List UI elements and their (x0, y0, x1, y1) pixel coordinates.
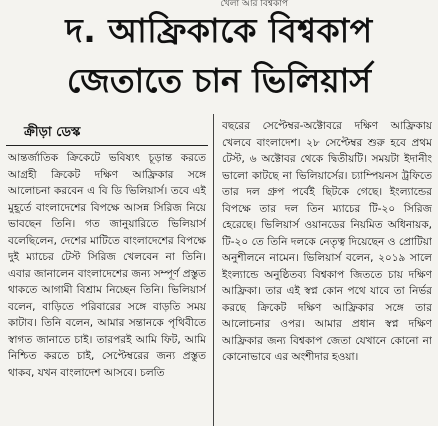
top-strip: খেলা আর বিশ্বকাপ (220, 0, 288, 8)
headline (0, 6, 438, 110)
byline: ক্রীড়া ডেস্ক (24, 125, 81, 140)
article-right-column (222, 118, 432, 424)
column-divider (213, 114, 214, 426)
headline-line-2: জেতাতে চান ভিলিয়ার্স (66, 61, 372, 100)
byline-rule (6, 145, 208, 146)
article-text-left: আন্তর্জাতিক ক্রিকেটে ভবিষ্যৎ চূড়ান্ত করতে আগ্রহী ক্রিকেট দক্ষিণ আফ্রিকার সঙ্গে আলোচনা করবেন এ বি ডি ভিলিয়ার্স। তবে এই মুহূর্তে বাংলাদেশের বিপক্ষে আসন্ন সিরিজ নিয়ে ভাবছেন তিনি। গত জানুয়ারিতে ভিলিয়ার্স বলেছিলেন, দেশের মাটিতে বাংলাদেশের বিপক্ষে দুই ম্যাচের টেস্ট সিরিজ খেলবেন না তিনি। এবার জানালেন বাংলাদেশের জন্য সম্পূর্ণ প্রস্তুত থাকতে আগামী বিশ্রাম নিচ্ছেন তিনি। ভিলিয়ার্স বলেন, বাড়িতে পরিবারের সঙ্গে বাড়তি সময় কাটাব। তিনি বলেন, আমার সন্তানকে পৃথিবীতে স্বাগত জানাতে চাই। তারপরই আমি ফিট, আমি নিশ্চিত করতে চাই, সেপ্টেম্বরের জন্য প্রস্তুত থাকব, যখন বাংলাদেশ আসবে। চলতি (8, 152, 206, 379)
headline-line-1: দ. আফ্রিকাকে বিশ্বকাপ (65, 11, 373, 50)
article-text-right: বছরের সেপ্টেম্বর-অক্টোবরে দক্ষিণ আফ্রিকায় খেলবে বাংলাদেশ। ২৮ সেপ্টেম্বর শুরু হবে প্রথম টেস্ট, ৬ অক্টোবর থেকে দ্বিতীয়টি। সময়টা ইদানীং ভালো কাটছে না ভিলিয়ার্সের। চ্যাম্পিয়নস ট্রফিতে তার দল গ্রুপ পর্বেই ছিটকে গেছে। ইংল্যান্ডের বিপক্ষে তার দল তিন ম্যাচের টি-২০ সিরিজ হেরেছে। ভিলিয়ার্স ওয়ানডের নিয়মিত অধিনায়ক, টি-২০ তে তিনি দলকে নেতৃত্ব দিয়েছেন ও প্রোটিয়া অনুশীলনে নামেন। ভিলিয়ার্স বলেন, ২০১৯ সালে ইংল্যান্ডে অনুষ্ঠিতব্য বিশ্বকাপ জিততে চায় দক্ষিণ আফ্রিকা। তার এই স্বপ্ন কোন পথে যাবে তা নির্ভর করছে ক্রিকেট দক্ষিণ আফ্রিকার সঙ্গে তার আলোচনার ওপর। আমার প্রধান স্বপ্ন দক্ষিণ আফ্রিকার জন্য বিশ্বকাপ জেতা যেখানে কোনো না কোনোভাবে এর অংশীদার হওয়া। (222, 120, 432, 363)
article-left-column (8, 150, 206, 422)
